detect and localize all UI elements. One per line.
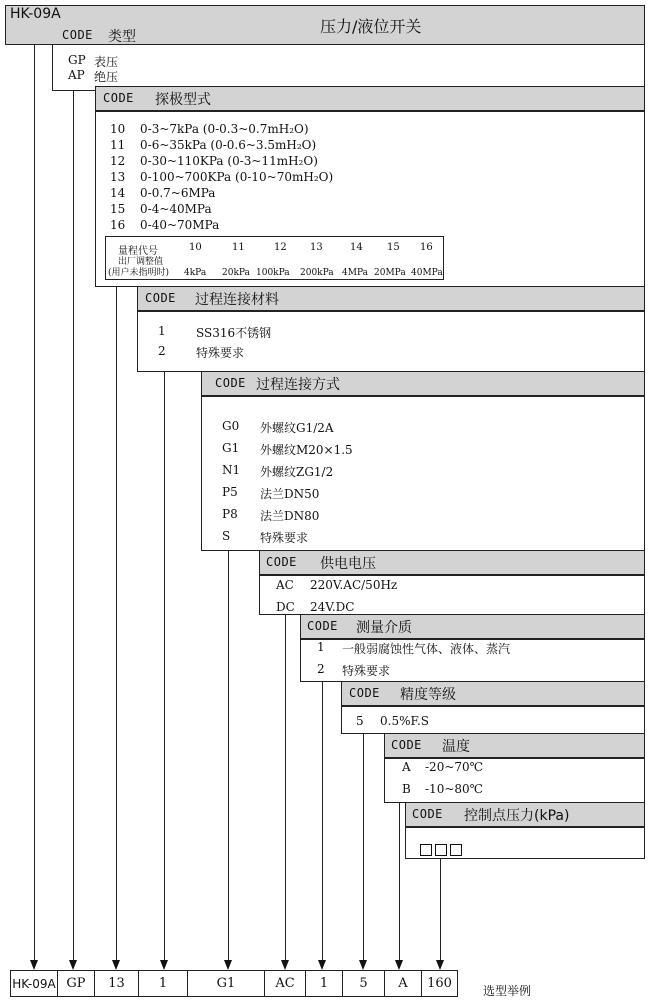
leader-line-model [34,45,35,961]
medium-code-label: CODE [307,619,338,633]
connection-option-label-g1: 外螺纹M20×1.5 [260,443,353,457]
leader-line-probe [116,286,117,961]
accuracy-title: 精度等级 [400,687,456,703]
leader-line-type [73,90,74,961]
probe-title: 探极型式 [155,92,211,108]
accuracy-code-label: CODE [349,686,380,700]
material-option-label-1: SS316不锈钢 [196,326,272,340]
divider [259,575,645,576]
probe-option-code-11: 11 [110,138,126,152]
divider [95,111,645,112]
connection-option-code-s: S [222,529,231,543]
power-option-code-dc: DC [276,600,295,614]
connection-option-label-g0: 外螺纹G1/2A [260,421,334,435]
arrow-down-icon [160,960,168,970]
medium-option-code-2: 2 [317,662,325,676]
arrow-down-icon [112,960,120,970]
range-default-15: 20MPa [374,268,406,278]
accuracy-option-code-5: 5 [356,714,364,728]
digit-box [435,844,447,856]
divider [405,858,645,859]
probe-option-code-13: 13 [110,170,126,184]
probe-option-label-14: 0-0.7~6MPa [140,186,216,200]
range-row-code-label: 量程代号 [118,246,158,257]
range-code-16: 16 [420,242,433,253]
power-code-label: CODE [266,555,297,569]
probe-code-label: CODE [103,91,134,105]
box-edge [300,639,301,681]
type-title: 类型 [108,29,136,45]
leader-line-temperature [399,802,400,961]
example-cell-accuracy: 5 [342,970,385,997]
divider [137,371,201,372]
leader-line-setpoint [440,858,441,961]
medium-header [300,614,645,639]
box-edge [341,706,342,733]
example-cell-temperature: A [384,970,422,997]
setpoint-input-boxes[interactable] [420,839,465,858]
probe-option-label-11: 0-6~35kPa (0-0.6~3.5mH₂O) [140,138,317,152]
divider [384,758,645,759]
arrow-down-icon [318,960,326,970]
box-edge [405,827,406,858]
range-code-11: 11 [232,242,245,253]
material-code-label: CODE [145,291,176,305]
material-title: 过程连接材料 [195,292,279,308]
probe-option-code-14: 14 [110,186,126,200]
arrow-down-icon [224,960,232,970]
right-border [644,45,645,858]
divider [405,827,645,828]
setpoint-title: 控制点压力(kPa) [464,808,570,824]
box-edge [52,45,53,90]
temperature-option-label-b: -10~80℃ [425,782,484,796]
divider [384,802,405,803]
digit-box [450,844,462,856]
material-option-label-2: 特殊要求 [196,346,245,360]
arrow-down-icon [69,960,77,970]
divider [300,639,645,640]
power-option-label-dc: 24V.DC [310,600,355,614]
divider [201,550,259,551]
range-row-default-label-1: 出厂调整值 [118,257,164,267]
leader-line-medium [322,681,323,961]
range-code-14: 14 [350,242,363,253]
divider [300,681,341,682]
power-title: 供电电压 [320,556,376,572]
arrow-down-icon [281,960,289,970]
example-cell-connection: G1 [187,970,265,997]
example-cell-power: AC [264,970,306,997]
probe-option-label-16: 0-40~70MPa [140,218,220,232]
example-caption: 选型举例 [483,984,532,998]
connection-option-label-s: 特殊要求 [260,531,309,545]
box-edge [384,758,385,802]
probe-option-code-12: 12 [110,154,126,168]
power-option-label-ac: 220V.AC/50Hz [310,578,398,592]
range-default-16: 40MPa [411,268,443,278]
box-edge [95,111,96,286]
range-row-default-label-2: (用户未指明时) [108,268,170,278]
connection-title: 过程连接方式 [256,377,340,393]
connection-option-code-p8: P8 [222,507,238,521]
temperature-option-code-a: A [402,760,411,774]
box-edge [201,396,202,550]
medium-option-code-1: 1 [317,640,325,654]
leader-line-power [285,614,286,961]
example-cell-setpoint: 160 [421,970,458,997]
divider [201,396,645,397]
range-default-11: 20kPa [222,268,250,278]
model-name: HK-09A [10,6,61,22]
connection-code-label: CODE [215,376,246,390]
temperature-option-label-a: -20~70℃ [425,760,484,774]
type-option-code-gp: GP [68,53,86,67]
medium-option-label-1: 一般弱腐蚀性气体、液体、蒸汽 [342,642,511,656]
type-option-code-ap: AP [68,68,85,82]
divider [341,706,645,707]
range-code-15: 15 [387,242,400,253]
range-default-13: 200kPa [300,268,334,278]
temperature-title: 温度 [442,739,470,755]
power-option-code-ac: AC [276,578,294,592]
range-code-13: 13 [310,242,323,253]
setpoint-code-label: CODE [412,807,443,821]
connection-option-label-n1: 外螺纹ZG1/2 [260,465,334,479]
probe-option-label-15: 0-4~40MPa [140,202,212,216]
connection-option-code-p5: P5 [222,485,238,499]
probe-option-code-10: 10 [110,122,126,136]
range-code-10: 10 [189,242,202,253]
example-cell-medium: 1 [305,970,343,997]
accuracy-option-label-5: 0.5%F.S [380,714,429,728]
probe-option-code-15: 15 [110,202,126,216]
power-header [259,550,645,575]
type-option-label-ap: 绝压 [94,70,119,84]
connection-option-label-p8: 法兰DN80 [260,509,320,523]
example-cell-model: HK-09A [10,970,58,997]
arrow-down-icon [436,960,444,970]
range-default-14: 4MPa [342,268,368,278]
connection-option-code-n1: N1 [222,463,241,477]
probe-option-label-10: 0-3~7kPa (0-0.3~0.7mH₂O) [140,122,309,136]
type-option-label-gp: 表压 [94,55,119,69]
temperature-header [384,733,645,758]
divider [259,614,300,615]
type-code-label: CODE [62,28,93,42]
connection-option-code-g1: G1 [222,441,240,455]
temperature-code-label: CODE [391,738,422,752]
material-option-code-2: 2 [158,344,166,358]
leader-line-accuracy [363,733,364,961]
range-default-12: 100kPa [256,268,290,278]
medium-option-label-2: 特殊要求 [342,664,391,678]
range-code-12: 12 [274,242,287,253]
material-option-code-1: 1 [158,324,166,338]
probe-option-code-16: 16 [110,218,126,232]
arrow-down-icon [30,960,38,970]
example-cell-probe: 13 [94,970,139,997]
divider [137,311,645,312]
example-cell-type: GP [57,970,95,997]
medium-title: 测量介质 [356,620,412,636]
arrow-down-icon [395,960,403,970]
digit-box [420,844,432,856]
connection-option-label-p5: 法兰DN50 [260,487,320,501]
box-edge [137,311,138,371]
range-default-10: 4kPa [184,268,207,278]
box-edge [259,575,260,614]
connection-option-code-g0: G0 [222,419,240,433]
leader-line-connection [228,550,229,961]
arrow-down-icon [359,960,367,970]
accuracy-header [341,681,645,706]
probe-option-label-12: 0-30~110KPa (0-3~11mH₂O) [140,154,318,168]
example-cell-material: 1 [138,970,188,997]
leader-line-material [164,371,165,961]
temperature-option-code-b: B [402,782,411,796]
probe-option-label-13: 0-100~700KPa (0-10~70mH₂O) [140,170,334,184]
page-title: 压力/液位开关 [320,17,422,36]
